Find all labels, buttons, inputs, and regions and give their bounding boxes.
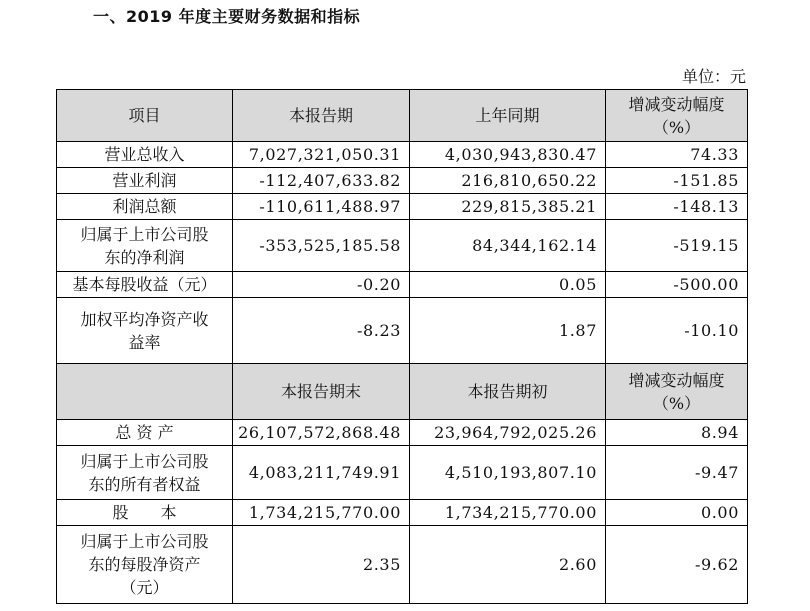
row-label-text: 营业利润 [112, 171, 177, 190]
table-row [57, 220, 748, 272]
prior-value: 23,964,792,025.26 [410, 420, 606, 446]
report-heading: 一、2019 年度主要财务数据和指标 [93, 7, 361, 26]
table-row [57, 500, 748, 526]
change-value: -9.62 [606, 526, 748, 604]
header-change-2-text: 增减变动幅度 （%） [628, 370, 725, 413]
table-row [57, 272, 748, 298]
row-label [57, 168, 233, 194]
row-label [57, 142, 233, 168]
row-label-text: 股 本 [112, 503, 177, 522]
row-label-text: 营业总收入 [104, 145, 185, 164]
header-current-period-text: 本报告期 [288, 106, 353, 125]
header-change-text: 增减变动幅度 （%） [628, 94, 725, 137]
change-value: 0.00 [606, 500, 748, 526]
prior-value: 4,510,193,807.10 [410, 446, 606, 500]
row-label [57, 220, 233, 272]
prior-value: 2.60 [410, 526, 606, 604]
prior-value: 1.87 [410, 298, 606, 364]
change-value: -151.85 [606, 168, 748, 194]
current-value: -353,525,185.58 [233, 220, 410, 272]
change-value: -500.00 [606, 272, 748, 298]
change-value: -148.13 [606, 194, 748, 220]
table-row [57, 446, 748, 500]
row-label-text: 归属于上市公司股 东的所有者权益 [80, 451, 209, 494]
row-label [57, 420, 233, 446]
row-label [57, 500, 233, 526]
table-row [57, 142, 748, 168]
prior-value: 0.05 [410, 272, 606, 298]
header-period-end [233, 364, 410, 420]
header-prior-period [410, 90, 606, 142]
table-row [57, 298, 748, 364]
change-value: 8.94 [606, 420, 748, 446]
row-label-text: 归属于上市公司股 东的净利润 [80, 224, 209, 267]
current-value: -0.20 [233, 272, 410, 298]
table-row [57, 526, 748, 604]
table-row [57, 194, 748, 220]
header-item-text: 项目 [128, 106, 161, 125]
header-blank [57, 364, 233, 420]
prior-value: 229,815,385.21 [410, 194, 606, 220]
prior-value: 216,810,650.22 [410, 168, 606, 194]
prior-value: 4,030,943,830.47 [410, 142, 606, 168]
header-period-end-text: 本报告期末 [280, 382, 361, 401]
header-period-start-text: 本报告期初 [467, 382, 548, 401]
row-label [57, 298, 233, 364]
row-label [57, 194, 233, 220]
change-value: -519.15 [606, 220, 748, 272]
header-change-2 [606, 364, 748, 420]
financial-data-table [56, 89, 748, 604]
table-row [57, 420, 748, 446]
section2-header-row [57, 364, 748, 420]
row-label-text: 利润总额 [112, 197, 177, 216]
row-label [57, 272, 233, 298]
current-value: -110,611,488.97 [233, 194, 410, 220]
header-current-period [233, 90, 410, 142]
section1-header-row [57, 90, 748, 142]
header-change [606, 90, 748, 142]
change-value: -9.47 [606, 446, 748, 500]
row-label-text: 加权平均净资产收 益率 [80, 309, 209, 352]
header-item [57, 90, 233, 142]
row-label [57, 526, 233, 604]
current-value: 1,734,215,770.00 [233, 500, 410, 526]
change-value: -10.10 [606, 298, 748, 364]
current-value: 4,083,211,749.91 [233, 446, 410, 500]
header-period-start [410, 364, 606, 420]
current-value: 7,027,321,050.31 [233, 142, 410, 168]
row-label [57, 446, 233, 500]
row-label-text: 总 资 产 [115, 423, 174, 442]
current-value: -8.23 [233, 298, 410, 364]
prior-value: 1,734,215,770.00 [410, 500, 606, 526]
prior-value: 84,344,162.14 [410, 220, 606, 272]
header-prior-period-text: 上年同期 [475, 106, 540, 125]
current-value: 26,107,572,868.48 [233, 420, 410, 446]
table-row [57, 168, 748, 194]
unit-label: 单位：元 [681, 67, 746, 86]
current-value: 2.35 [233, 526, 410, 604]
row-label-text: 归属于上市公司股 东的每股净资产 （元） [80, 532, 209, 597]
row-label-text: 基本每股收益（元） [72, 275, 217, 294]
change-value: 74.33 [606, 142, 748, 168]
current-value: -112,407,633.82 [233, 168, 410, 194]
